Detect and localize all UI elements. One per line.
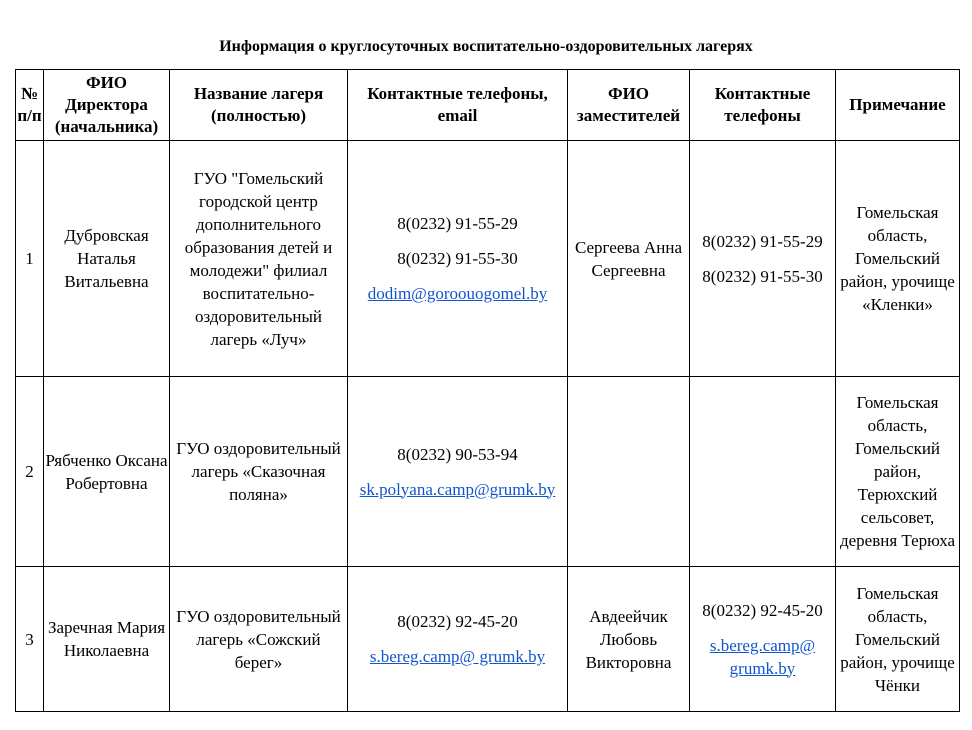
phone: 8(0232) 90-53-94: [397, 444, 518, 464]
header-note: Примечание: [836, 70, 960, 141]
header-deputy-phones: Контактные телефоны: [690, 70, 836, 141]
deputy-contact-cell: [690, 377, 836, 567]
camp-name: ГУО оздоровительный лагерь «Сожский берег»: [170, 567, 348, 712]
header-num-line-1: №: [20, 84, 39, 103]
email-link[interactable]: dodim@goroouogomel.by: [367, 284, 548, 303]
deputy-contact-cell: [690, 567, 836, 712]
header-num-line-2: п/п: [17, 106, 42, 125]
phone: 8(0232) 91-55-29: [397, 214, 518, 233]
note: Гомельская область, Гомельский район, урочище Чёнки: [836, 567, 960, 712]
deputy-name: Сергеева Анна Сергеевна: [568, 141, 690, 377]
contact-cell: [348, 141, 568, 377]
contact-cell: [348, 567, 568, 712]
note: Гомельская область, Гомельский район, урочище «Кленки»: [836, 141, 960, 377]
deputy-contact-cell: [690, 141, 836, 377]
deputy-phone: 8(0232) 91-55-29: [702, 231, 823, 251]
row-num: 3: [16, 567, 44, 712]
row-num: 1: [16, 141, 44, 377]
contact-cell: [348, 377, 568, 567]
director-name: Рябченко Оксана Робертовна: [44, 377, 170, 567]
header-num: [16, 70, 44, 141]
deputy-name: [568, 377, 690, 567]
header-director: ФИО Директора (начальника): [44, 70, 170, 141]
email-link[interactable]: s.bereg.camp@ grumk.by: [369, 647, 546, 666]
table-row: [16, 377, 960, 567]
header-deputies: ФИО заместителей: [568, 70, 690, 141]
table-row: [16, 567, 960, 712]
deputy-phone: 8(0232) 92-45-20: [702, 600, 823, 620]
director-name: Дубровская Наталья Витальевна: [44, 141, 170, 377]
row-num: 2: [16, 377, 44, 567]
director-name: Заречная Мария Николаевна: [44, 567, 170, 712]
header-contacts: Контактные телефоны, email: [348, 70, 568, 141]
deputy-email-link[interactable]: s.bereg.camp@ grumk.by: [709, 635, 816, 678]
camp-name: ГУО "Гомельский городской центр дополнительного образования детей и молодежи" филиал воспитательно-оздоровительный лагерь «Луч»: [170, 141, 348, 377]
phone: 8(0232) 92-45-20: [397, 612, 518, 631]
email-link[interactable]: sk.polyana.camp@grumk.by: [359, 479, 556, 499]
table-row: [16, 141, 960, 377]
camps-table: [15, 69, 960, 712]
page-title: Информация о круглосуточных воспитательно-оздоровительных лагерях: [219, 38, 753, 55]
camp-name: ГУО оздоровительный лагерь «Сказочная поляна»: [170, 377, 348, 567]
header-row: [16, 70, 960, 141]
note: Гомельская область, Гомельский район, Терюхский сельсовет, деревня Терюха: [836, 377, 960, 567]
header-camp: Название лагеря (полностью): [170, 70, 348, 141]
deputy-phone: 8(0232) 91-55-30: [702, 266, 823, 286]
phone: 8(0232) 91-55-30: [397, 249, 518, 268]
deputy-name: Авдеейчик Любовь Викторовна: [568, 567, 690, 712]
